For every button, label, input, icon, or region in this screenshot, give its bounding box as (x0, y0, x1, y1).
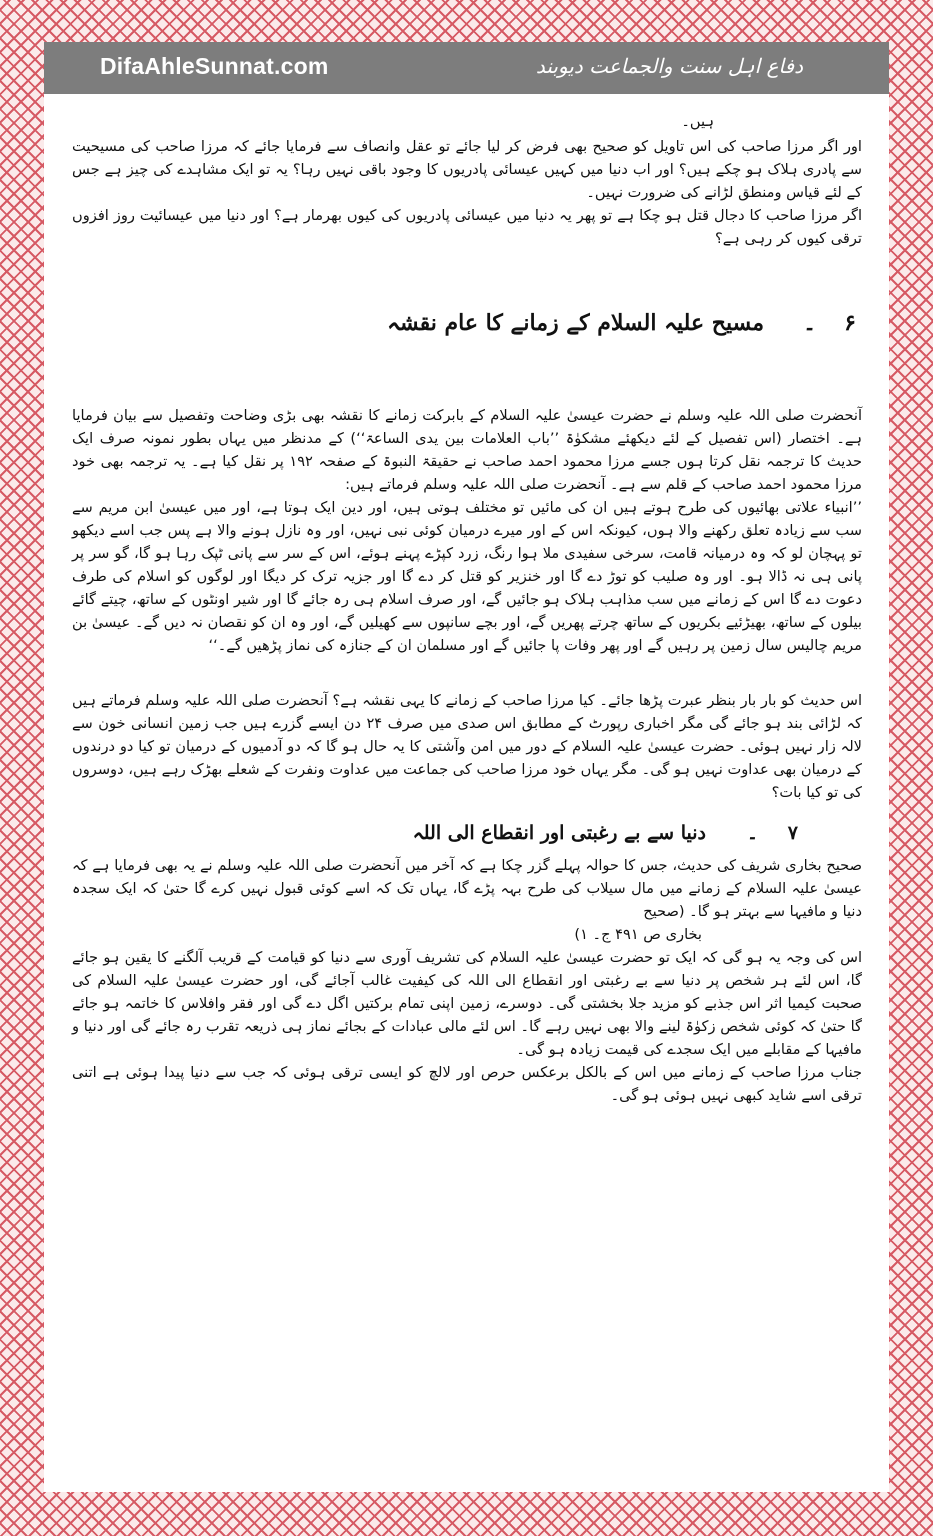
paragraph: اس کی وجہ یہ ہو گی کہ ایک تو حضرت عیسیٰ علیہ السلام کی تشریف آوری سے دنیا کو قیامت کے قریب آلگنے کا یقین ہو جائے گا، اس لئے ہر شخص پر دنیا سے بے رغبتی اور انقطاع الی اللہ کی کیفیت غالب آجائے گی، اور حضرت عیسیٰ علیہ السلام کی صحبت کیمیا اثر اس جذبے کو مزید جلا بخشتی گی۔ دوسرے، زمین اپنی تمام برکتیں اگل دے گی اور فقر وافلاس کا خاتمہ ہو جائے گا حتیٰ کہ کوئی شخص زکوٰۃ لینے والا بھی نہیں رہے گا۔ اس لئے مالی عبادات کے بجائے نماز ہی ذریعہ تقرب رہ جائے گی اور دنیا و مافیہا کے مقابلے میں ایک سجدے کی قیمت زیادہ ہو گی۔ (72, 949, 862, 1058)
section-heading-6 (72, 306, 856, 340)
article-body (72, 110, 862, 1107)
section-title: مسیح علیہ السلام کے زمانے کا عام نقشہ (387, 310, 764, 336)
paragraph: اگر مرزا صاحب کا دجال قتل ہو چکا ہے تو پھر یہ دنیا میں عیسائی پادریوں کی کیوں بھرمار ہے؟ اور دنیا میں عیسائیت روز افزوں ترقی کیوں کر رہی ہے؟ (72, 207, 862, 247)
section-heading-7 (72, 818, 798, 848)
paragraph: آنحضرت صلی اللہ علیہ وسلم نے حضرت عیسیٰ علیہ السلام کے بابرکت زمانے کا نقشہ بھی بڑی وضاحت وتفصیل سے بیان فرمایا ہے۔ اختصار (اس تفصیل کے لئے دیکھئے مشکوٰۃ ’’باب العلامات بین یدی الساعۃ‘‘) کے مدنظر میں یہاں بطور نمونہ صرف ایک حدیث کا ترجمہ نقل کرتا ہوں جسے مرزا محمود احمد صاحب نے حقیقۃ النبوۃ کے صفحہ ۱۹۲ پر نقل کیا ہے۔ یہ ترجمہ بھی خود مرزا محمود احمد صاحب کے قلم سے ہے۔ آنحضرت صلی اللہ علیہ وسلم فرماتے ہیں: (72, 407, 863, 493)
paragraph: اور اگر مرزا صاحب کی اس تاویل کو صحیح بھی فرض کر لیا جائے تو عقل وانصاف سے فرمایا جائے کہ مرزا صاحب کی مسیحیت سے پادری ہلاک ہو چکے ہیں؟ اور اب دنیا میں کہیں عیسائی پادریوں کا وجود باقی نہیں رہا؟ یہ تو ایک مشاہدے کی چیز ہے جس کے لئے قیاس ومنطق لڑانے کی ضرورت نہیں۔ (72, 138, 862, 201)
section-number: ۷ (787, 822, 798, 844)
section-dash: ۔ (746, 822, 758, 844)
section-number: ۶ (844, 310, 856, 336)
paragraph-continuation: ہیں۔ (681, 113, 714, 130)
paragraph: صحیح بخاری شریف کی حدیث، جس کا حوالہ پہلے گزر چکا ہے کہ آخر میں آنحضرت صلی اللہ علیہ وسلم نے یہ بھی فرمایا ہے کہ عیسیٰ علیہ السلام کے زمانے میں مال سیلاب کی طرح بہہ پڑے گا، یہاں تک کہ اسے کوئی قبول نہیں کرے گا حتیٰ کہ ایک سجدہ دنیا و مافیہا سے بہتر ہو گا۔ (صحیح (72, 857, 862, 920)
page-content-area (44, 42, 889, 1492)
site-header-banner (44, 42, 889, 94)
section-dash: ۔ (803, 310, 816, 336)
site-url[interactable]: DifaAhleSunnat.com (100, 53, 329, 79)
site-name: دفاع اہل سنت والجماعت دیوبند (535, 54, 803, 78)
hadith-quote: ’’انبیاء علاتی بھائیوں کی طرح ہوتے ہیں ان کی مائیں تو مختلف ہوتی ہیں، اور دین ایک ہوتا ہے، اور میں عیسیٰ ابن مریم سے سب سے زیادہ تعلق رکھنے والا ہوں، کیونکہ اس کے اور میرے درمیان کوئی نبی نہیں، اور وہ نازل ہونے والا ہے پس جب اسے دیکھو تو پہچان لو کہ وہ درمیانہ قامت، سرخی سفیدی ملا ہوا رنگ، زرد کپڑے پہنے ہوئے، اس کے سر سے پانی ٹپک رہا ہو گا، گو سر پر پانی ہی نہ ڈالا ہو۔ اور وہ صلیب کو توڑ دے گا اور خنزیر کو قتل کر دے گا اور جزیہ ترک کر دیگا اور لوگوں کو اسلام کی طرف دعوت دے گا اس کے زمانے میں سب مذاہب ہلاک ہو جائیں گے، اور صرف اسلام ہی رہ جائے گا اور شیر اونٹوں کے ساتھ، چیتے گائے بیلوں کے ساتھ، بھیڑئیے بکریوں کے ساتھ چرتے پھریں گے، اور بچے سانپوں سے کھیلیں گے، اور وہ ان کو نقصان نہ دیں گے۔ عیسیٰ بن مریم چالیس سال زمین پر رہیں گے اور پھر وفات پا جائیں گے اور مسلمان ان کے جنازہ کی نماز پڑھیں گے۔‘‘ (72, 499, 862, 654)
paragraph: اس حدیث کو بار بار بنظر عبرت پڑھا جائے۔ کیا مرزا صاحب کے زمانے کا یہی نقشہ ہے؟ آنحضرت صلی اللہ علیہ وسلم فرماتے ہیں کہ لڑائی بند ہو جائے گی مگر اخباری رپورٹ کے مطابق اس صدی میں صرف ۲۴ دن ایسے گزرے ہیں جب زمین انسانی خون سے لالہ زار نہیں ہوئی۔ حضرت عیسیٰ علیہ السلام کے دور میں امن وآشتی کا یہ حال ہو گا کہ دو آدمیوں کے درمیان تو کیا دو درندوں کے درمیان بھی عداوت نہیں ہو گی۔ مگر یہاں خود مرزا صاحب کی جماعت میں عداوت ونفرت کے شعلے بھڑک رہے ہیں، دوسروں کی تو کیا بات؟ (72, 692, 862, 801)
paragraph: جناب مرزا صاحب کے زمانے میں اس کے بالکل برعکس حرص اور لالچ کو ایسی ترقی ہوئی کہ جب سے دنیا پیدا ہوئی ہے اتنی ترقی اسے شاید کبھی نہیں ہوئی ہو گی۔ (72, 1064, 862, 1104)
reference-citation: بخاری ص ۴۹۱ ج۔ ۱) (574, 926, 702, 943)
section-title: دنیا سے بے رغبتی اور انقطاع الی اللہ (412, 822, 706, 844)
